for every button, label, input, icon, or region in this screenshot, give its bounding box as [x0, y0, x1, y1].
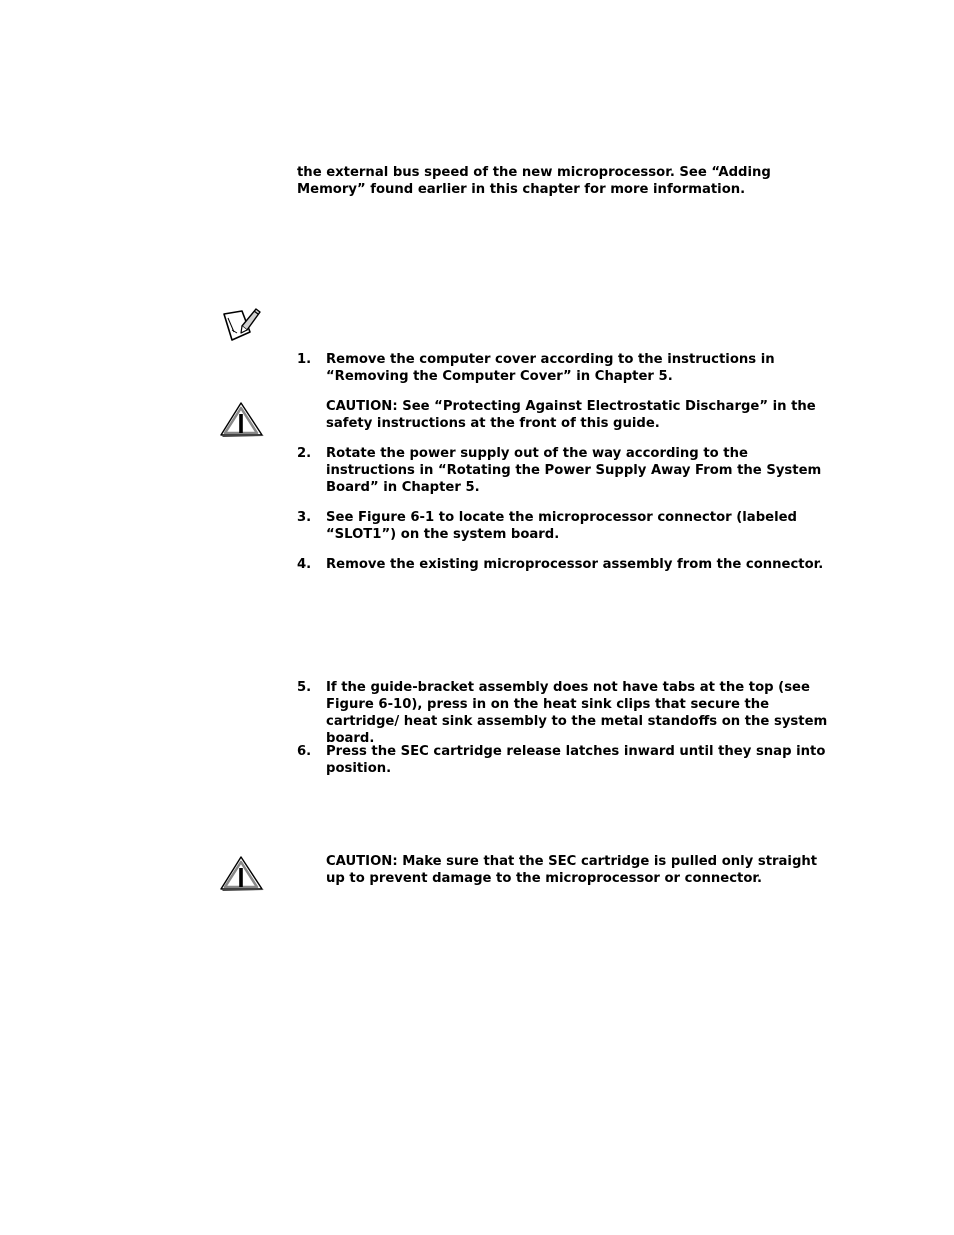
step-number: 1. [297, 352, 312, 367]
step-3 [297, 509, 837, 543]
caution-triangle-icon [219, 854, 265, 892]
caution-triangle-icon [219, 400, 265, 438]
step-5 [297, 679, 837, 747]
step-text: If the guide-bracket assembly does not have tabs at the top (see Figure 6-10), press in on the heat sink clips that secure the cartridge/ heat sink assembly to the metal standoffs on the system board. [326, 680, 828, 746]
step-text: Remove the existing microprocessor assembly from the connector. [326, 557, 824, 572]
step-text: See Figure 6-1 to locate the microprocessor connector (labeled “SLOT1”) on the system board. [326, 510, 797, 542]
step-number: 2. [297, 446, 312, 461]
intro-paragraph: the external bus speed of the new microprocessor. See “Adding Memory” found earlier in this chapter for more information. [297, 165, 771, 197]
step-text: Press the SEC cartridge release latches inward until they snap into position. [326, 744, 826, 776]
step-1 [297, 351, 837, 385]
caution-pull-straight: CAUTION: Make sure that the SEC cartridge is pulled only straight up to prevent damage to the microprocessor or connector. [326, 854, 818, 886]
step-4 [297, 556, 837, 573]
step-number: 6. [297, 744, 312, 759]
step-6 [297, 743, 837, 777]
caution-esd: CAUTION: See “Protecting Against Electrostatic Discharge” in the safety instructions at the front of this guide. [326, 399, 816, 431]
note-pencil-icon [220, 306, 264, 344]
step-text: Remove the computer cover according to the instructions in “Removing the Computer Cover” in Chapter 5. [326, 352, 775, 384]
step-2 [297, 445, 837, 496]
step-text: Rotate the power supply out of the way according to the instructions in “Rotating the Power Supply Away From the System Board” in Chapter 5. [326, 446, 822, 495]
step-number: 3. [297, 510, 312, 525]
step-number: 4. [297, 557, 312, 572]
step-number: 5. [297, 680, 312, 695]
